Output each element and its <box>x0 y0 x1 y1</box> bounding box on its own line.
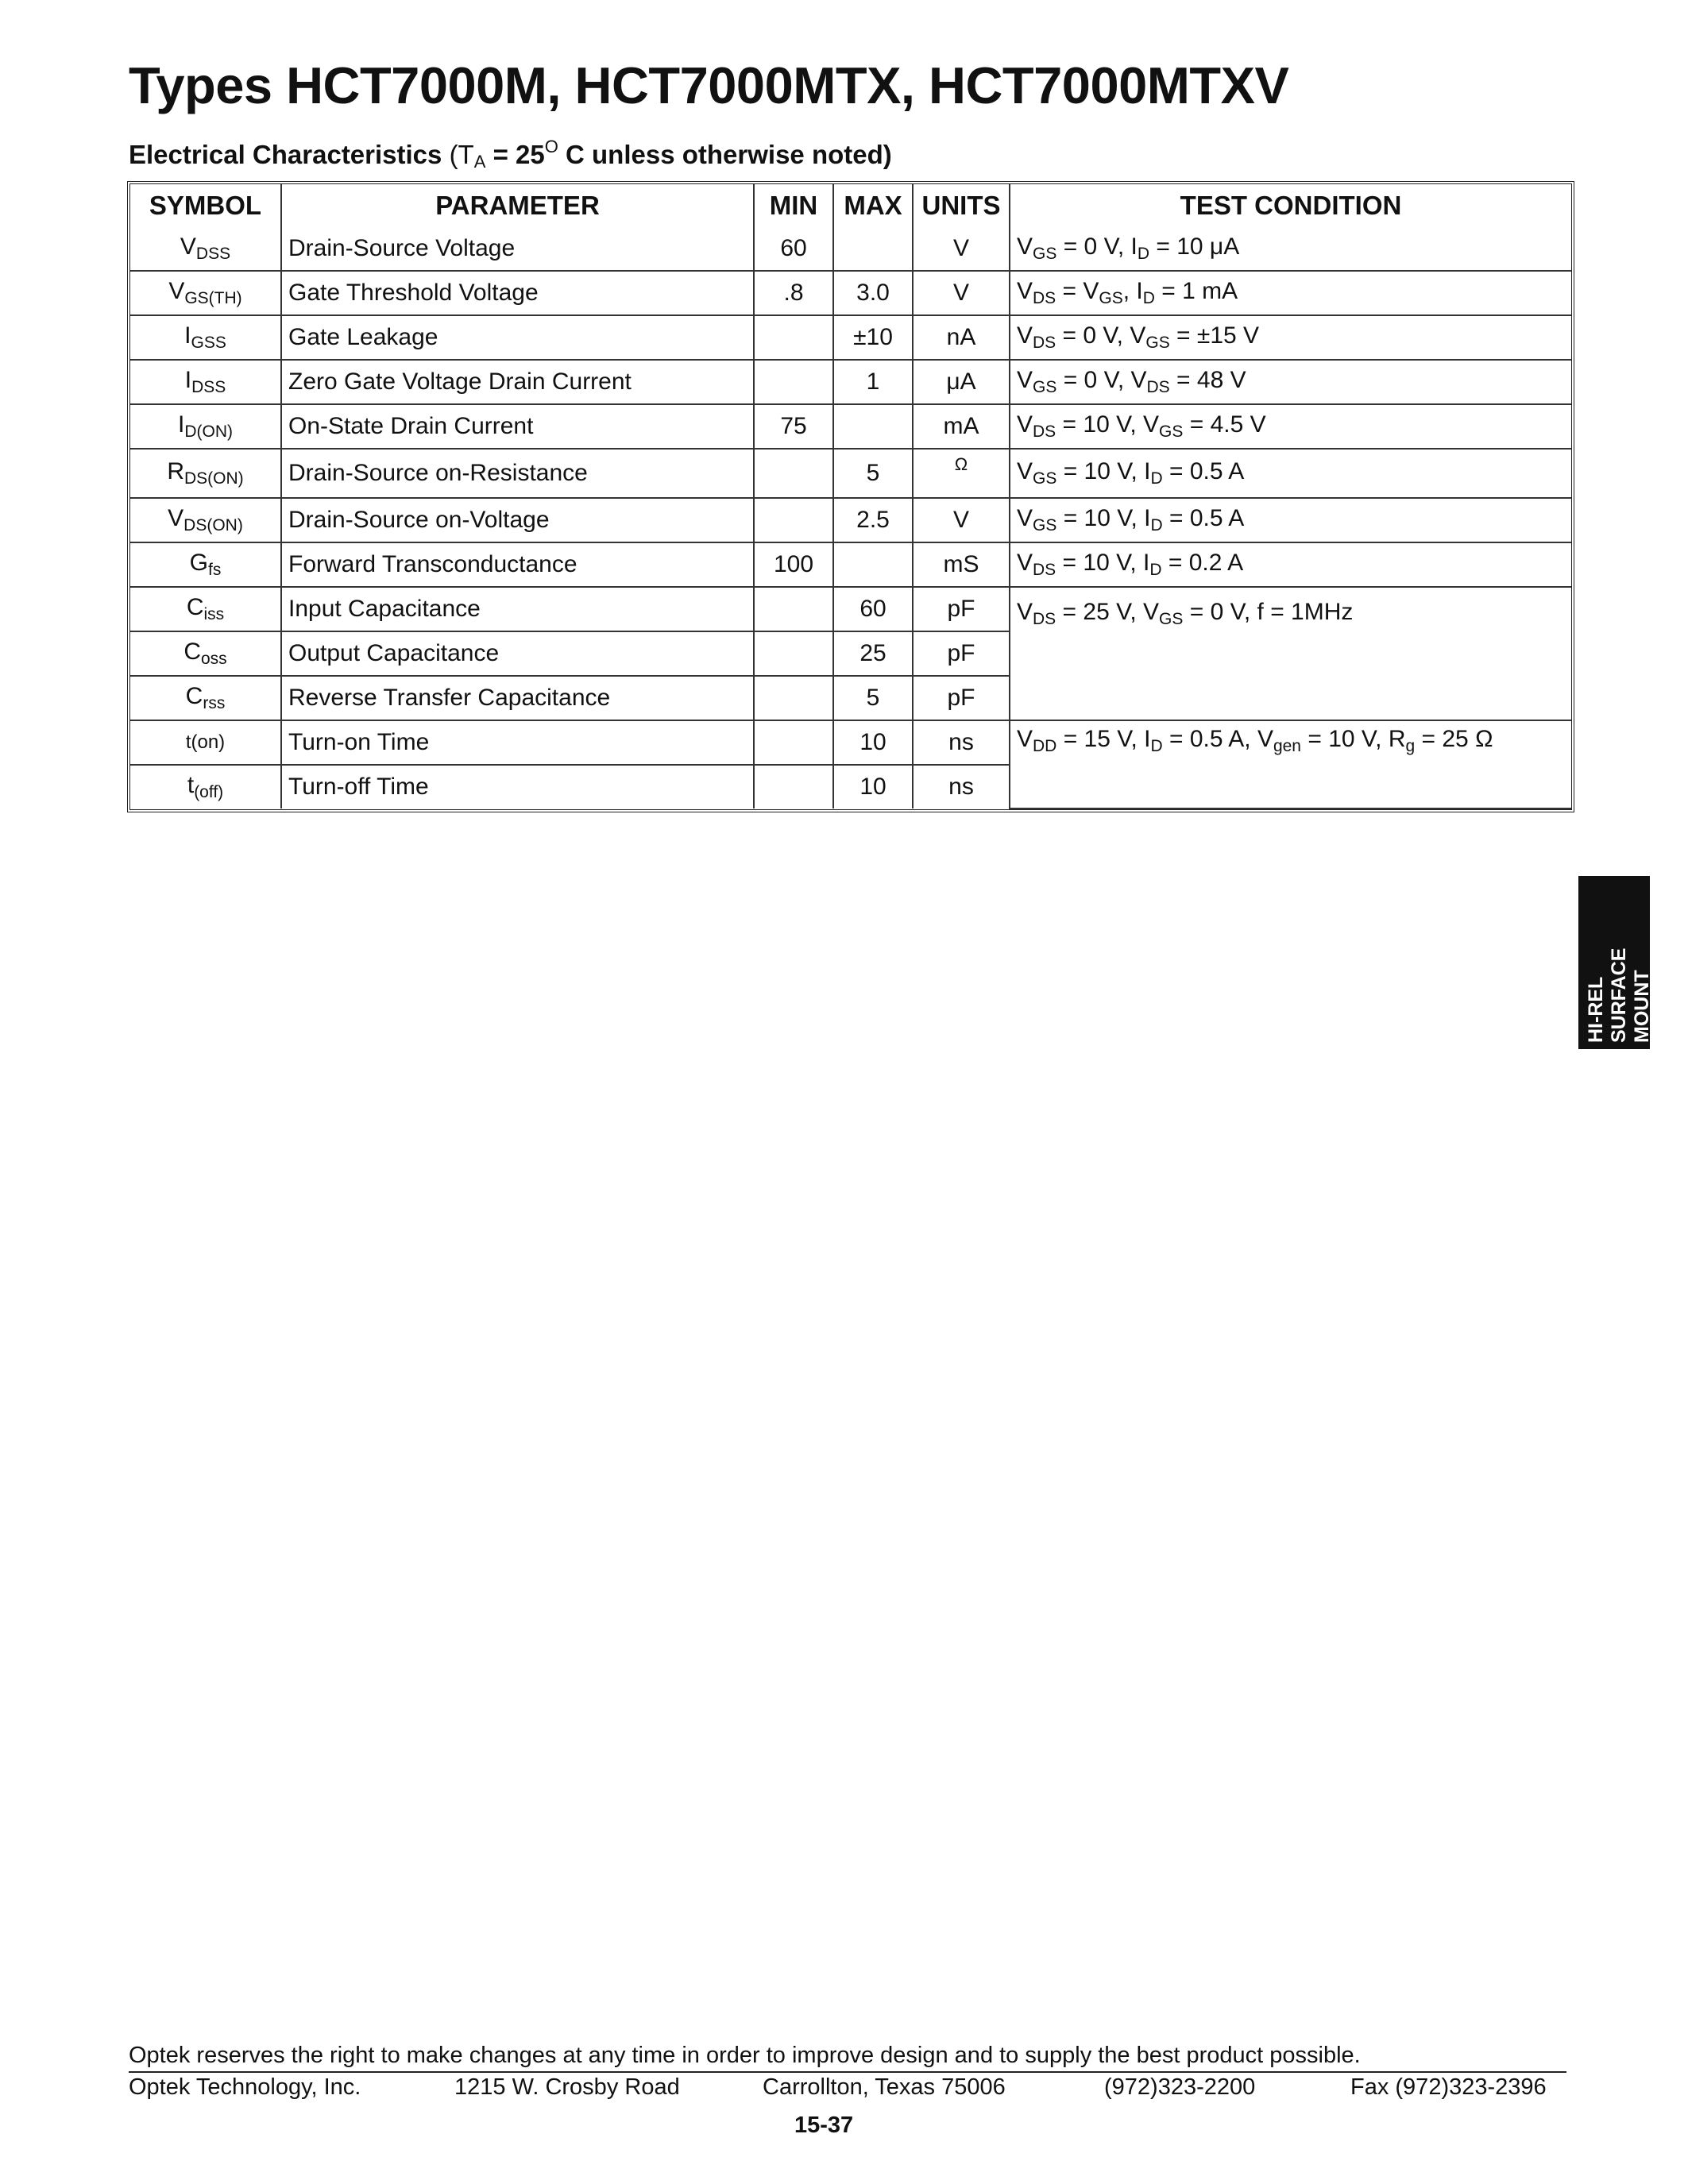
cond-text: = 10 μA <box>1149 233 1240 260</box>
cond-text: = 10 V, I <box>1056 550 1150 576</box>
symbol-cell <box>130 720 281 765</box>
cond-text: = 0 V, I <box>1056 233 1138 260</box>
condition-cell <box>1010 360 1571 404</box>
condition-cell <box>1010 542 1571 587</box>
symbol-main: R <box>167 458 184 484</box>
cond-text: = 4.5 V <box>1183 411 1266 438</box>
cond-sub: DS <box>1146 378 1170 396</box>
symbol-subscript: GSS <box>191 334 226 352</box>
parameter-cell: Turn-off Time <box>281 765 754 808</box>
footer-divider <box>129 2071 1566 2073</box>
symbol-cell <box>130 631 281 676</box>
parameter-cell: On-State Drain Current <box>281 404 754 449</box>
parameter-cell: Input Capacitance <box>281 587 754 631</box>
units-cell: ns <box>913 720 1010 765</box>
min-cell <box>754 676 833 720</box>
max-cell <box>833 404 913 449</box>
min-cell: .8 <box>754 271 833 315</box>
cond-sub: D <box>1150 469 1163 488</box>
symbol-subscript: fs <box>208 561 222 579</box>
cond-sub: D <box>1150 737 1163 755</box>
symbol-main: t <box>185 731 191 753</box>
table-row <box>130 542 1571 587</box>
table-header-row <box>130 184 1571 227</box>
cond-text: = 0.5 A <box>1162 505 1245 531</box>
parameter-cell: Drain-Source Voltage <box>281 227 754 271</box>
min-cell: 100 <box>754 542 833 587</box>
symbol-cell <box>130 498 281 542</box>
symbol-cell <box>130 360 281 404</box>
cond-text: = 15 V, I <box>1056 726 1151 752</box>
parameter-cell: Forward Transconductance <box>281 542 754 587</box>
side-tab-line-3: MOUNT <box>1631 970 1653 1043</box>
cond-text: V <box>1017 505 1033 531</box>
symbol-subscript: iss <box>203 605 225 623</box>
parameter-cell: Gate Threshold Voltage <box>281 271 754 315</box>
cond-sub: DS <box>1033 561 1056 579</box>
table-row <box>130 315 1571 360</box>
parameter-cell: Turn-on Time <box>281 720 754 765</box>
cond-text: V <box>1017 550 1033 576</box>
parameter-cell: Zero Gate Voltage Drain Current <box>281 360 754 404</box>
condition-cell <box>1010 404 1571 449</box>
table-row <box>130 498 1571 542</box>
cond-text: = ±15 V <box>1169 322 1260 349</box>
max-cell: 3.0 <box>833 271 913 315</box>
footer-company: Optek Technology, Inc. <box>129 2074 361 2100</box>
units-cell: mS <box>913 542 1010 587</box>
symbol-cell <box>130 404 281 449</box>
page-title: Types HCT7000M, HCT7000MTX, HCT7000MTXV <box>129 56 1289 114</box>
side-tab-line-1: HI-REL <box>1585 976 1607 1043</box>
header-symbol: SYMBOL <box>130 184 281 227</box>
table-row <box>130 227 1571 271</box>
cond-text: = 0.2 A <box>1161 550 1244 576</box>
symbol-subscript: oss <box>200 650 227 668</box>
cond-text: = V <box>1056 278 1099 304</box>
cond-sub: gen <box>1273 737 1301 755</box>
subtitle-rest: C unless otherwise noted) <box>558 140 892 169</box>
max-cell: 10 <box>833 720 913 765</box>
symbol-subscript: DS(ON) <box>183 516 243 534</box>
cond-sub: GS <box>1099 289 1123 307</box>
cond-sub: DS <box>1033 610 1056 628</box>
parameter-cell: Output Capacitance <box>281 631 754 676</box>
units-cell: ns <box>913 765 1010 808</box>
cond-text: = 0 V, V <box>1056 367 1147 393</box>
footer-phone: (972)323-2200 <box>1104 2074 1256 2100</box>
table-row <box>130 271 1571 315</box>
min-cell <box>754 587 833 631</box>
cond-text: = 25 Ω <box>1415 726 1493 752</box>
footer-disclaimer: Optek reserves the right to make changes at any time in order to improve design and to supply the best product possible. <box>129 2043 1361 2068</box>
cond-sub: DS <box>1033 289 1056 307</box>
max-cell: 2.5 <box>833 498 913 542</box>
symbol-subscript: rss <box>203 694 226 712</box>
cond-text: V <box>1017 322 1033 349</box>
table-row <box>130 449 1571 498</box>
units-cell: pF <box>913 587 1010 631</box>
footer-address: 1215 W. Crosby Road <box>454 2074 680 2100</box>
symbol-main: C <box>185 683 203 709</box>
symbol-main: G <box>189 550 208 576</box>
units-cell: Ω <box>913 449 1010 498</box>
symbol-main: C <box>186 594 204 620</box>
symbol-subscript: DSS <box>195 245 231 263</box>
max-cell: 10 <box>833 765 913 808</box>
header-max: MAX <box>833 184 913 227</box>
page-number: 15-37 <box>794 2113 854 2138</box>
cond-text: V <box>1017 233 1033 260</box>
cond-text: V <box>1017 411 1033 438</box>
max-cell: ±10 <box>833 315 913 360</box>
symbol-main: V <box>168 278 185 304</box>
cond-sub: D <box>1150 516 1163 534</box>
condition-cell <box>1010 449 1571 498</box>
symbol-main: V <box>168 505 184 531</box>
cond-sub: GS <box>1145 334 1170 352</box>
table-row <box>130 720 1571 765</box>
cond-text: , I <box>1122 278 1143 304</box>
section-subtitle <box>129 137 892 172</box>
min-cell <box>754 631 833 676</box>
min-cell: 75 <box>754 404 833 449</box>
cond-sub: g <box>1405 737 1416 755</box>
units-cell: pF <box>913 631 1010 676</box>
units-cell: μA <box>913 360 1010 404</box>
min-cell <box>754 360 833 404</box>
min-cell <box>754 498 833 542</box>
symbol-main: C <box>183 639 201 665</box>
cond-text: = 0.5 A, V <box>1162 726 1273 752</box>
condition-cell <box>1010 315 1571 360</box>
cond-text: V <box>1017 278 1033 304</box>
units-cell: pF <box>913 676 1010 720</box>
symbol-main: t <box>187 772 195 798</box>
min-cell <box>754 315 833 360</box>
symbol-cell <box>130 587 281 631</box>
symbol-cell <box>130 315 281 360</box>
parameter-cell: Drain-Source on-Resistance <box>281 449 754 498</box>
symbol-subscript: (off) <box>194 783 224 801</box>
subtitle-label: Electrical Characteristics <box>129 140 442 169</box>
cond-text: V <box>1017 726 1033 752</box>
max-cell <box>833 227 913 271</box>
min-cell <box>754 720 833 765</box>
max-cell: 1 <box>833 360 913 404</box>
min-cell <box>754 765 833 808</box>
cond-sub: GS <box>1033 516 1057 534</box>
symbol-subscript: D(ON) <box>184 423 233 441</box>
units-cell: V <box>913 271 1010 315</box>
parameter-cell: Gate Leakage <box>281 315 754 360</box>
cond-text: = 10 V, R <box>1301 726 1406 752</box>
cond-text: = 10 V, V <box>1056 411 1160 438</box>
symbol-cell <box>130 765 281 808</box>
symbol-subscript: (on) <box>191 731 226 753</box>
cond-sub: D <box>1142 289 1155 307</box>
side-tab-text <box>1585 948 1654 1043</box>
symbol-cell <box>130 542 281 587</box>
symbol-main: I <box>178 411 185 438</box>
min-cell: 60 <box>754 227 833 271</box>
footer-city: Carrollton, Texas 75006 <box>763 2074 1006 2100</box>
max-cell: 5 <box>833 449 913 498</box>
header-units: UNITS <box>913 184 1010 227</box>
cond-text: = 48 V <box>1169 367 1246 393</box>
subtitle-sub: A <box>473 152 486 172</box>
cond-text: = 25 V, V <box>1056 599 1160 625</box>
symbol-subscript: DSS <box>191 378 226 396</box>
min-cell <box>754 449 833 498</box>
units-cell: V <box>913 498 1010 542</box>
symbol-main: I <box>184 322 191 349</box>
parameter-cell: Drain-Source on-Voltage <box>281 498 754 542</box>
table-row <box>130 404 1571 449</box>
max-cell: 5 <box>833 676 913 720</box>
symbol-cell <box>130 271 281 315</box>
max-cell <box>833 542 913 587</box>
symbol-main: I <box>184 367 192 393</box>
condition-cell <box>1010 720 1571 808</box>
cond-sub: D <box>1137 245 1150 263</box>
section-side-tab <box>1578 876 1653 1049</box>
header-test-condition: TEST CONDITION <box>1010 184 1571 227</box>
cond-text: = 10 V, I <box>1056 458 1151 484</box>
cond-text: = 0 V, V <box>1056 322 1146 349</box>
units-cell: V <box>913 227 1010 271</box>
cond-sub: DD <box>1033 737 1057 755</box>
cond-text: = 0.5 A <box>1162 458 1245 484</box>
condition-cell <box>1010 227 1571 271</box>
cond-sub: GS <box>1159 423 1184 441</box>
max-cell: 25 <box>833 631 913 676</box>
symbol-cell <box>130 227 281 271</box>
symbol-cell <box>130 449 281 498</box>
condition-cell <box>1010 587 1571 720</box>
cond-sub: DS <box>1033 423 1056 441</box>
symbol-subscript: GS(TH) <box>184 289 242 307</box>
parameter-cell: Reverse Transfer Capacitance <box>281 676 754 720</box>
side-tab-line-2: SURFACE <box>1608 947 1630 1043</box>
cond-sub: DS <box>1033 334 1056 352</box>
cond-text: V <box>1017 367 1033 393</box>
cond-text: V <box>1017 458 1033 484</box>
units-cell: mA <box>913 404 1010 449</box>
cond-text: = 10 V, I <box>1056 505 1151 531</box>
electrical-characteristics-table <box>127 181 1574 812</box>
units-cell: nA <box>913 315 1010 360</box>
condition-cell <box>1010 498 1571 542</box>
condition-cell <box>1010 271 1571 315</box>
cond-sub: GS <box>1033 469 1057 488</box>
max-cell: 60 <box>833 587 913 631</box>
header-min: MIN <box>754 184 833 227</box>
cond-sub: D <box>1149 561 1162 579</box>
cond-sub: GS <box>1159 610 1184 628</box>
symbol-main: V <box>180 233 196 260</box>
symbol-cell <box>130 676 281 720</box>
subtitle-mid: = 25 <box>485 140 545 169</box>
header-parameter: PARAMETER <box>281 184 754 227</box>
cond-text: V <box>1017 599 1033 625</box>
cond-sub: GS <box>1033 245 1057 263</box>
table-row <box>130 587 1571 631</box>
subtitle-sup: O <box>544 137 558 156</box>
table-row <box>130 360 1571 404</box>
footer-fax: Fax (972)323-2396 <box>1350 2074 1547 2100</box>
symbol-subscript: DS(ON) <box>184 469 244 488</box>
cond-text: = 1 mA <box>1154 278 1238 304</box>
cond-text: = 0 V, f = 1MHz <box>1183 599 1354 625</box>
cond-sub: GS <box>1033 378 1057 396</box>
subtitle-open: (T <box>449 140 474 169</box>
